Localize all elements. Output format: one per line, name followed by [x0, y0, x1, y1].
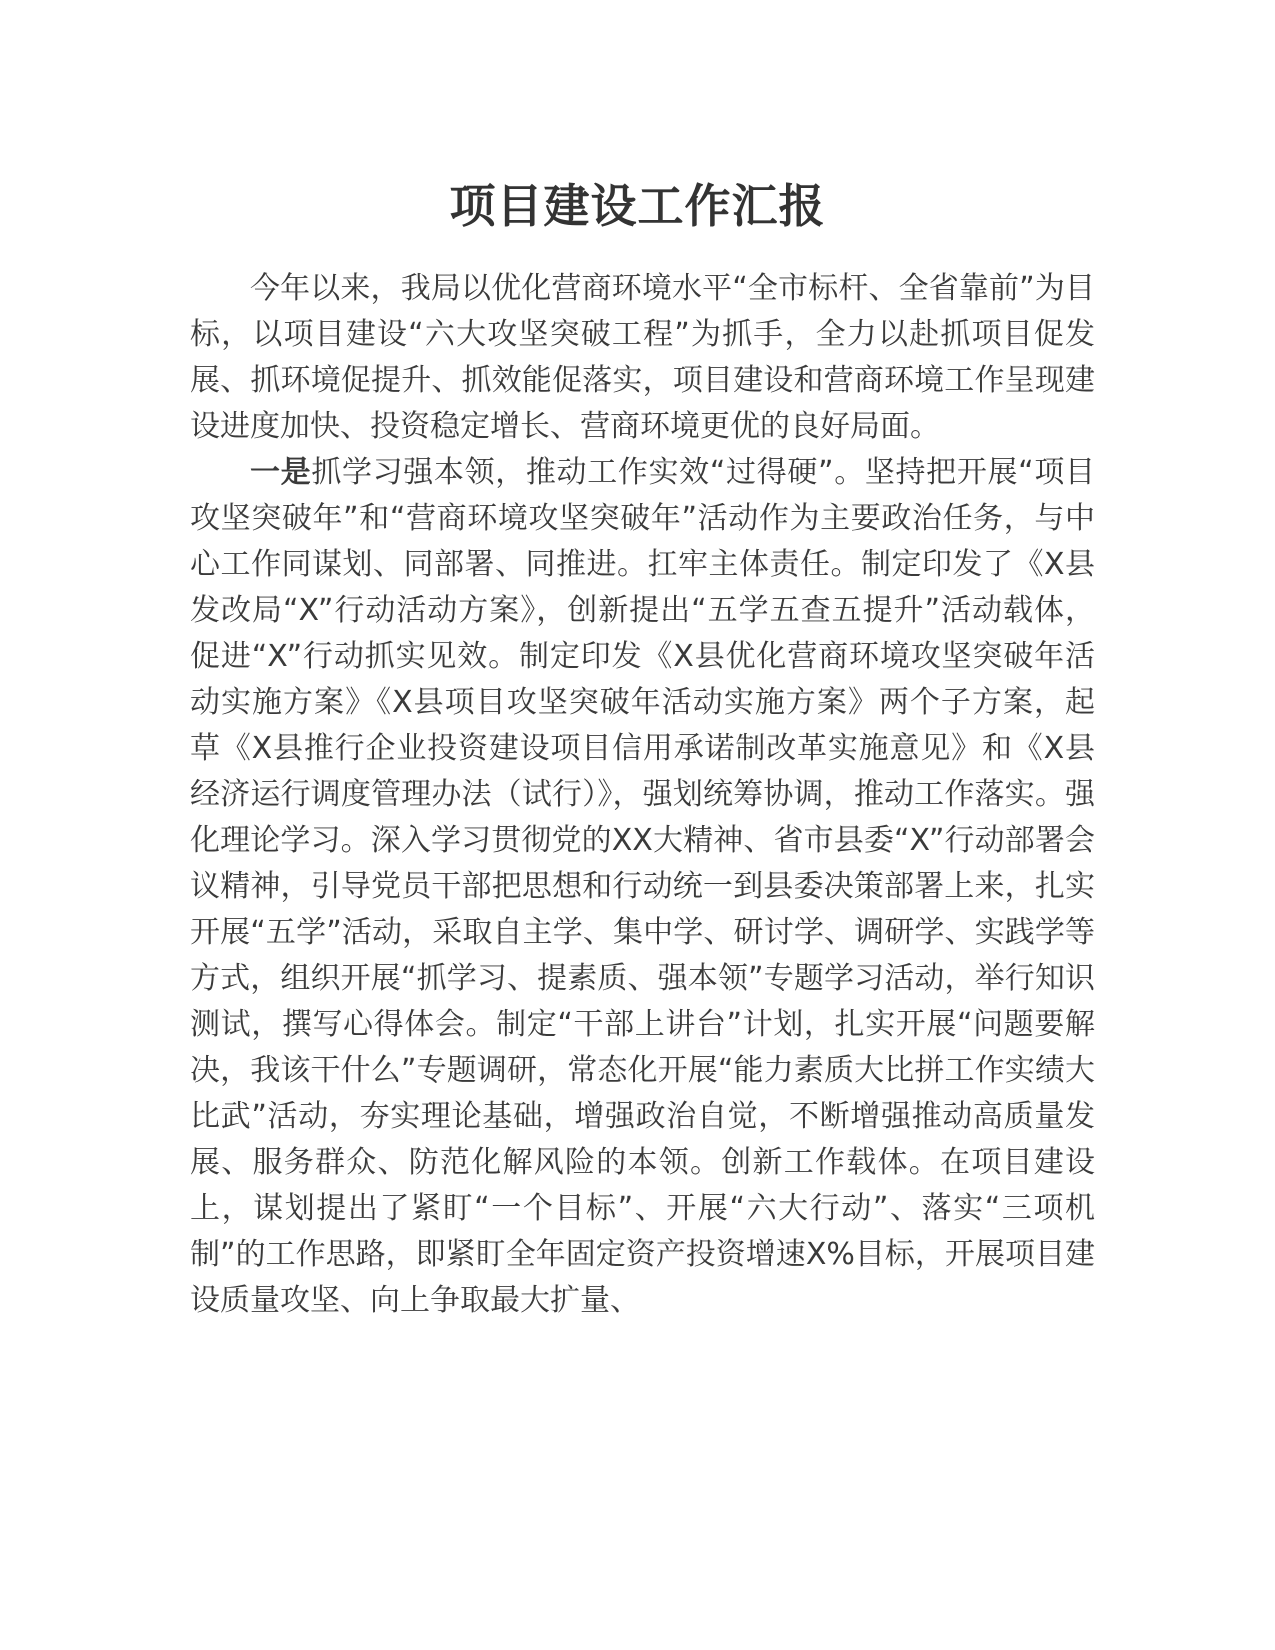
section-lead-label: 一是 [250, 455, 312, 490]
document-body [190, 266, 1095, 1324]
paragraph-intro [190, 266, 1095, 450]
page-title: 项目建设工作汇报 [449, 179, 826, 233]
paragraph-section-one-text: 抓学习强本领，推动工作实效“过得硬”。坚持把开展“项目攻坚突破年”和“营商环境攻坚突破年”活动作为主要政治任务，与中心工作同谋划、同部署、同推进。扛牢主体责任。制定印发了《X县发改局“X”行动活动方案》，创新提出“五学五查五提升”活动载体，促进“X”行动抓实见效。制定印发《X县优化营商环境攻坚突破年活动实施方案》《X县项目攻坚突破年活动实施方案》两个子方案，起草《X县推行企业投资建设项目信用承诺制改革实施意见》和《X县经济运行调度管理办法（试行）》，强划统筹协调，推动工作落实。强化理论学习。深入学习贯彻党的XX大精神、省市县委“X”行动部署会议精神，引导党员干部把思想和行动统一到县委决策部署上来，扎实开展“五学”活动，采取自主学、集中学、研讨学、调研学、实践学等方式，组织开展“抓学习、提素质、强本领”专题学习活动，举行知识测试，撰写心得体会。制定“干部上讲台”计划，扎实开展“问题要解决，我该干什么”专题调研，常态化开展“能力素质大比拼工作实绩大比武”活动，夯实理论基础，增强政治自觉，不断增强推动高质量发展、服务群众、防范化解风险的本领。创新工作载体。在项目建设上，谋划提出了紧盯“一个目标”、开展“六大行动”、落实“三项机制”的工作思路，即紧盯全年固定资产投资增速X%目标，开展项目建设质量攻坚、向上争取最大扩量、 [190, 455, 1095, 1318]
paragraph-section-one [190, 450, 1095, 1324]
paragraph-intro-text: 今年以来，我局以优化营商环境水平“全市标杆、全省靠前”为目标，以项目建设“六大攻坚突破工程”为抓手，全力以赴抓项目促发展、抓环境促提升、抓效能促落实，项目建设和营商环境工作呈现建设进度加快、投资稳定增长、营商环境更优的良好局面。 [190, 271, 1095, 444]
